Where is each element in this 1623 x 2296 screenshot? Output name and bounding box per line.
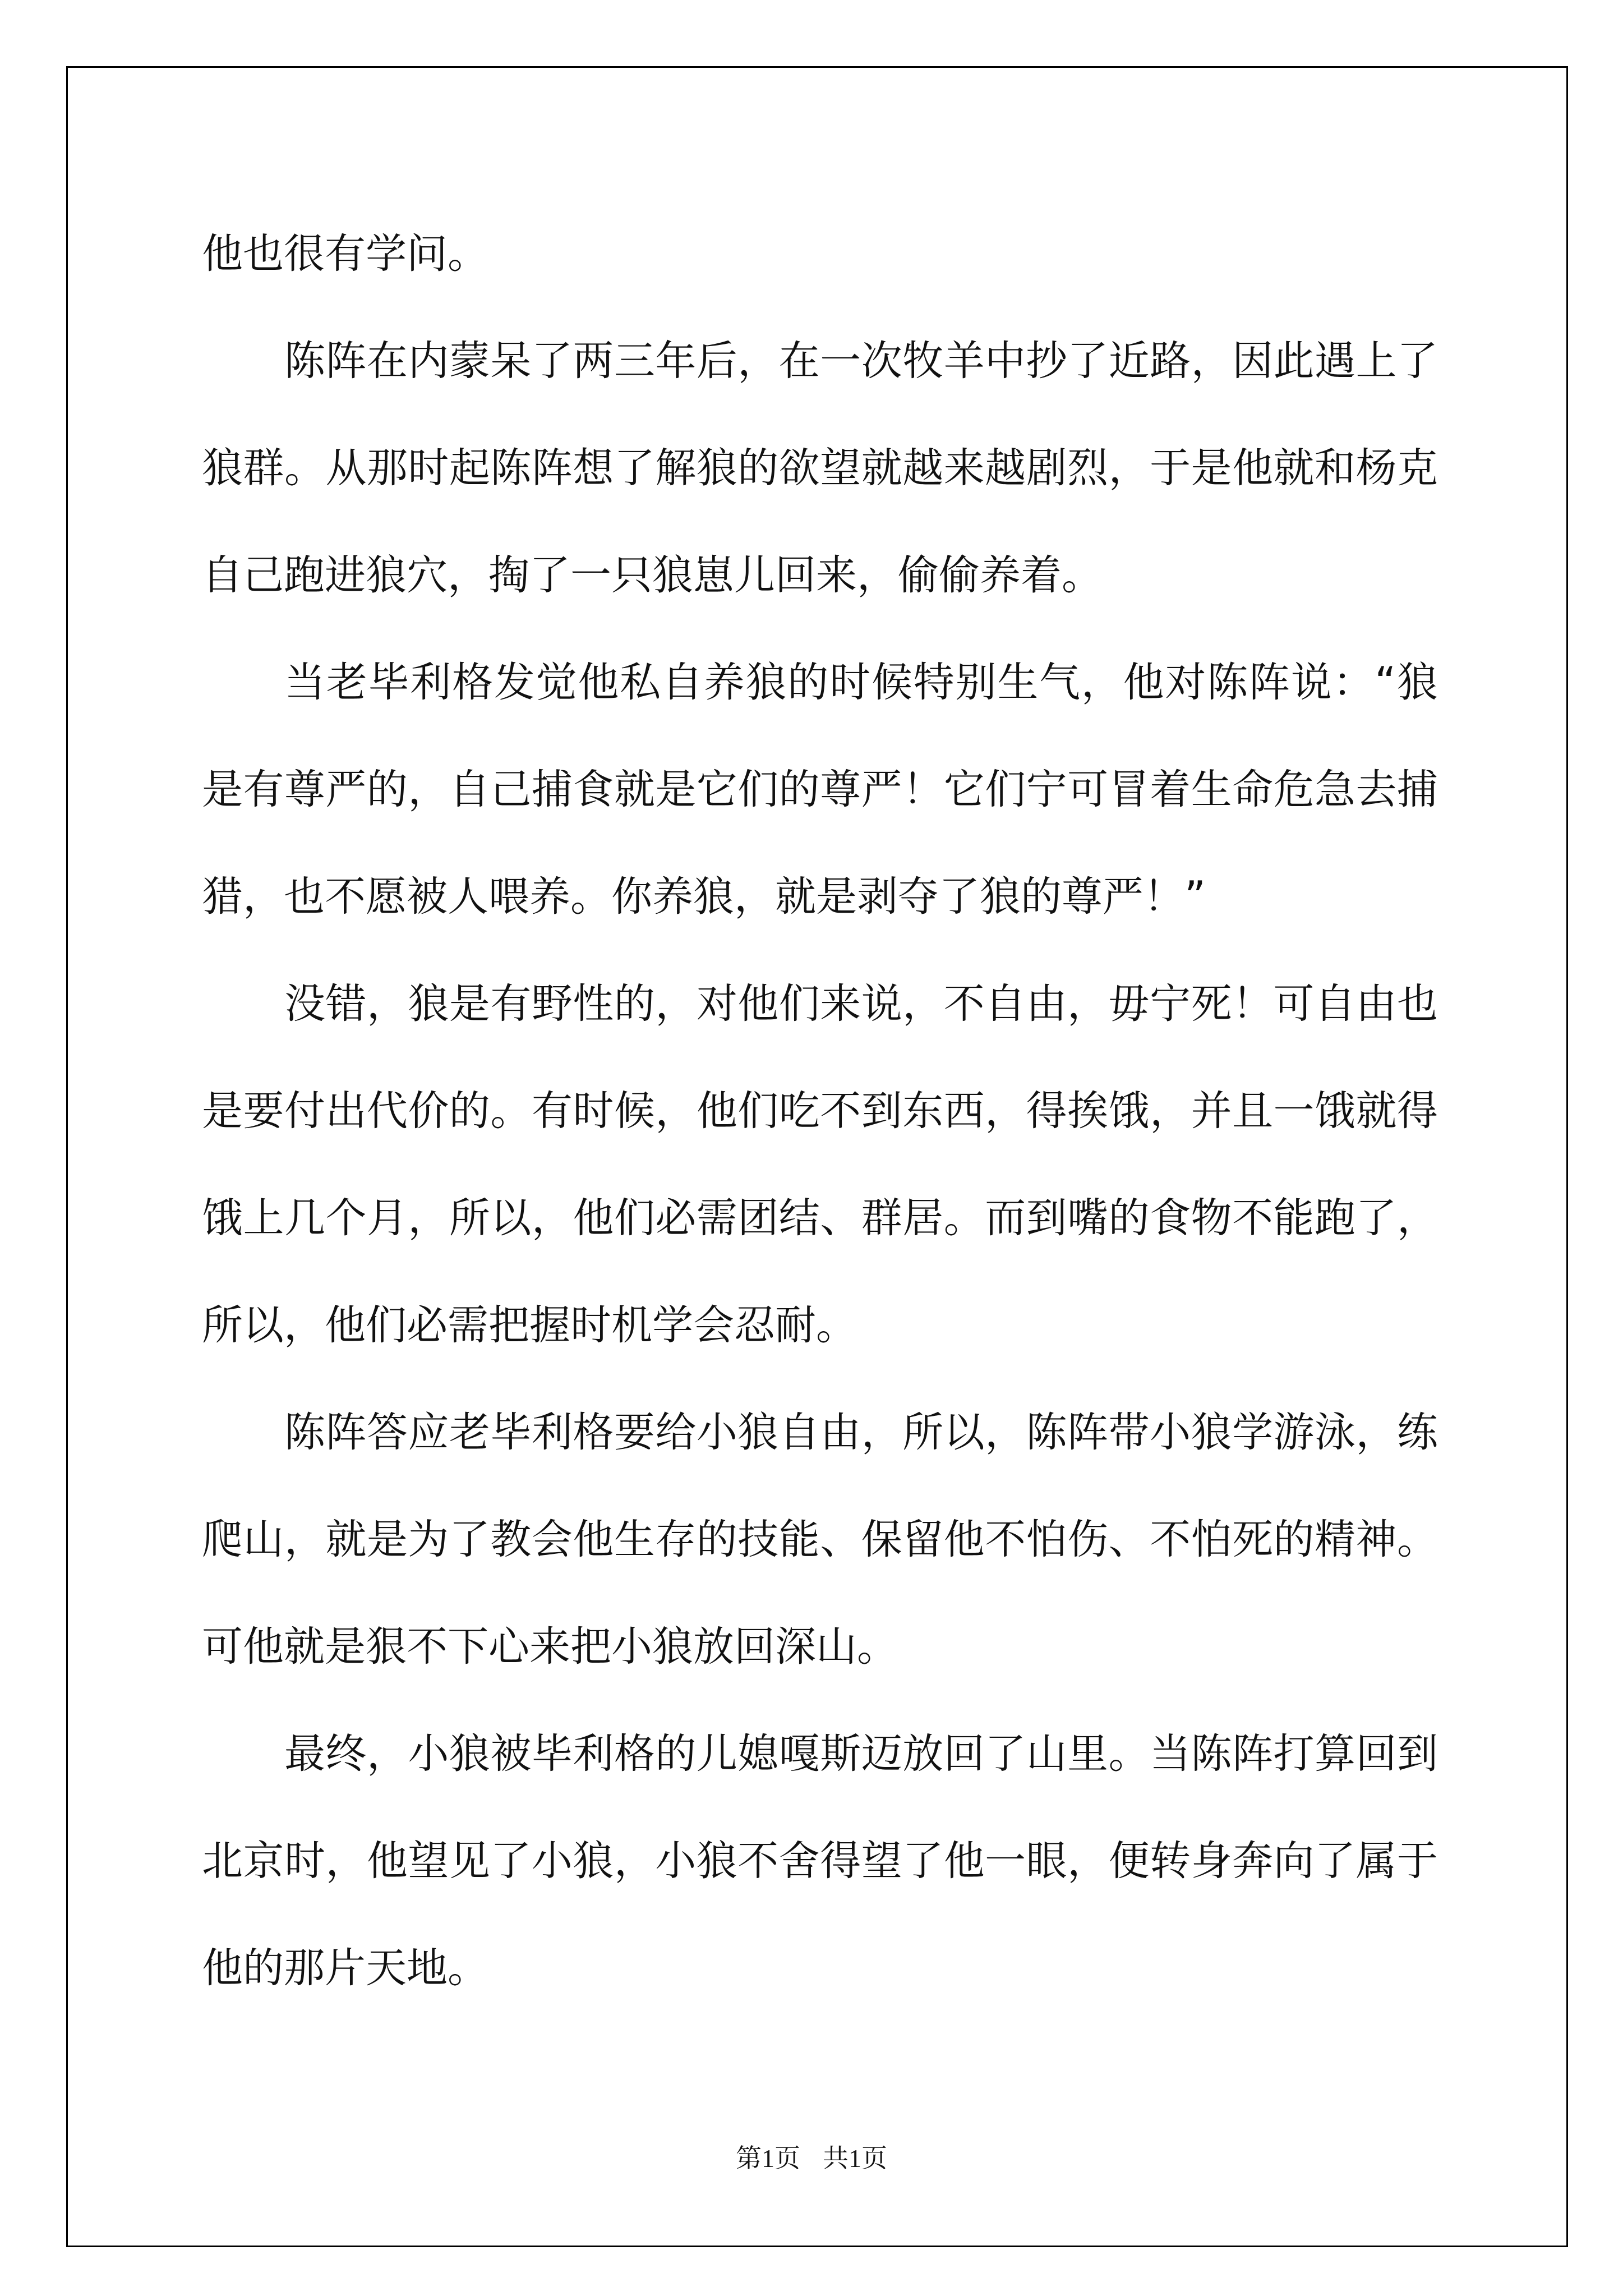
page-footer <box>0 2142 1623 2175</box>
paragraph-line: 最终，小狼被毕利格的儿媳嘎斯迈放回了山里。当陈阵打算回到 <box>284 1730 1438 1778</box>
paragraph-line: 可他就是狠不下心来把小狼放回深山。 <box>202 1623 898 1671</box>
paragraph <box>202 200 1438 307</box>
paragraph <box>202 629 1438 950</box>
paragraph-line: 是有尊严的，自己捕食就是它们的尊严！它们宁可冒着生命危急去捕 <box>202 766 1438 813</box>
paragraph-line: 没错，狼是有野性的，对他们来说，不自由，毋宁死！可自由也 <box>284 980 1438 1028</box>
paragraph-line: 当老毕利格发觉他私自养狼的时候特别生气，他对陈阵说：“狼 <box>284 659 1438 706</box>
paragraph-line: 陈阵在内蒙呆了两三年后，在一次牧羊中抄了近路，因此遇上了 <box>284 337 1438 385</box>
paragraph-line: 饿上几个月，所以，他们必需团结、群居。而到嘴的食物不能跑了， <box>202 1194 1438 1242</box>
paragraph <box>202 950 1438 1379</box>
page-number-current: 第1页 <box>736 2144 800 2173</box>
paragraph-line: 他也很有学问。 <box>202 230 488 278</box>
page-number-total: 共1页 <box>823 2144 887 2173</box>
paragraph-line: 他的那片天地。 <box>202 1944 488 1992</box>
paragraph-line: 北京时，他望见了小狼，小狼不舍得望了他一眼，便转身奔向了属于 <box>202 1837 1438 1885</box>
paragraph-line: 爬山，就是为了教会他生存的技能、保留他不怕伤、不怕死的精神。 <box>202 1516 1438 1563</box>
paragraph-line: 狼群。从那时起陈阵想了解狼的欲望就越来越剧烈，于是他就和杨克 <box>202 444 1438 492</box>
paragraph <box>202 1700 1438 2022</box>
paragraph <box>202 307 1438 629</box>
body-text <box>202 200 1438 2022</box>
paragraph-line: 猎，也不愿被人喂养。你养狼，就是剥夺了狼的尊严！” <box>202 873 1206 921</box>
paragraph-line: 所以，他们必需把握时机学会忍耐。 <box>202 1301 857 1349</box>
paragraph <box>202 1379 1438 1700</box>
paragraph-line: 是要付出代价的。有时候，他们吃不到东西，得挨饿，并且一饿就得 <box>202 1087 1438 1135</box>
paragraph-line: 自己跑进狼穴，掏了一只狼崽儿回来，偷偷养着。 <box>202 551 1103 599</box>
paragraph-line: 陈阵答应老毕利格要给小狼自由，所以，陈阵带小狼学游泳，练 <box>284 1409 1438 1456</box>
